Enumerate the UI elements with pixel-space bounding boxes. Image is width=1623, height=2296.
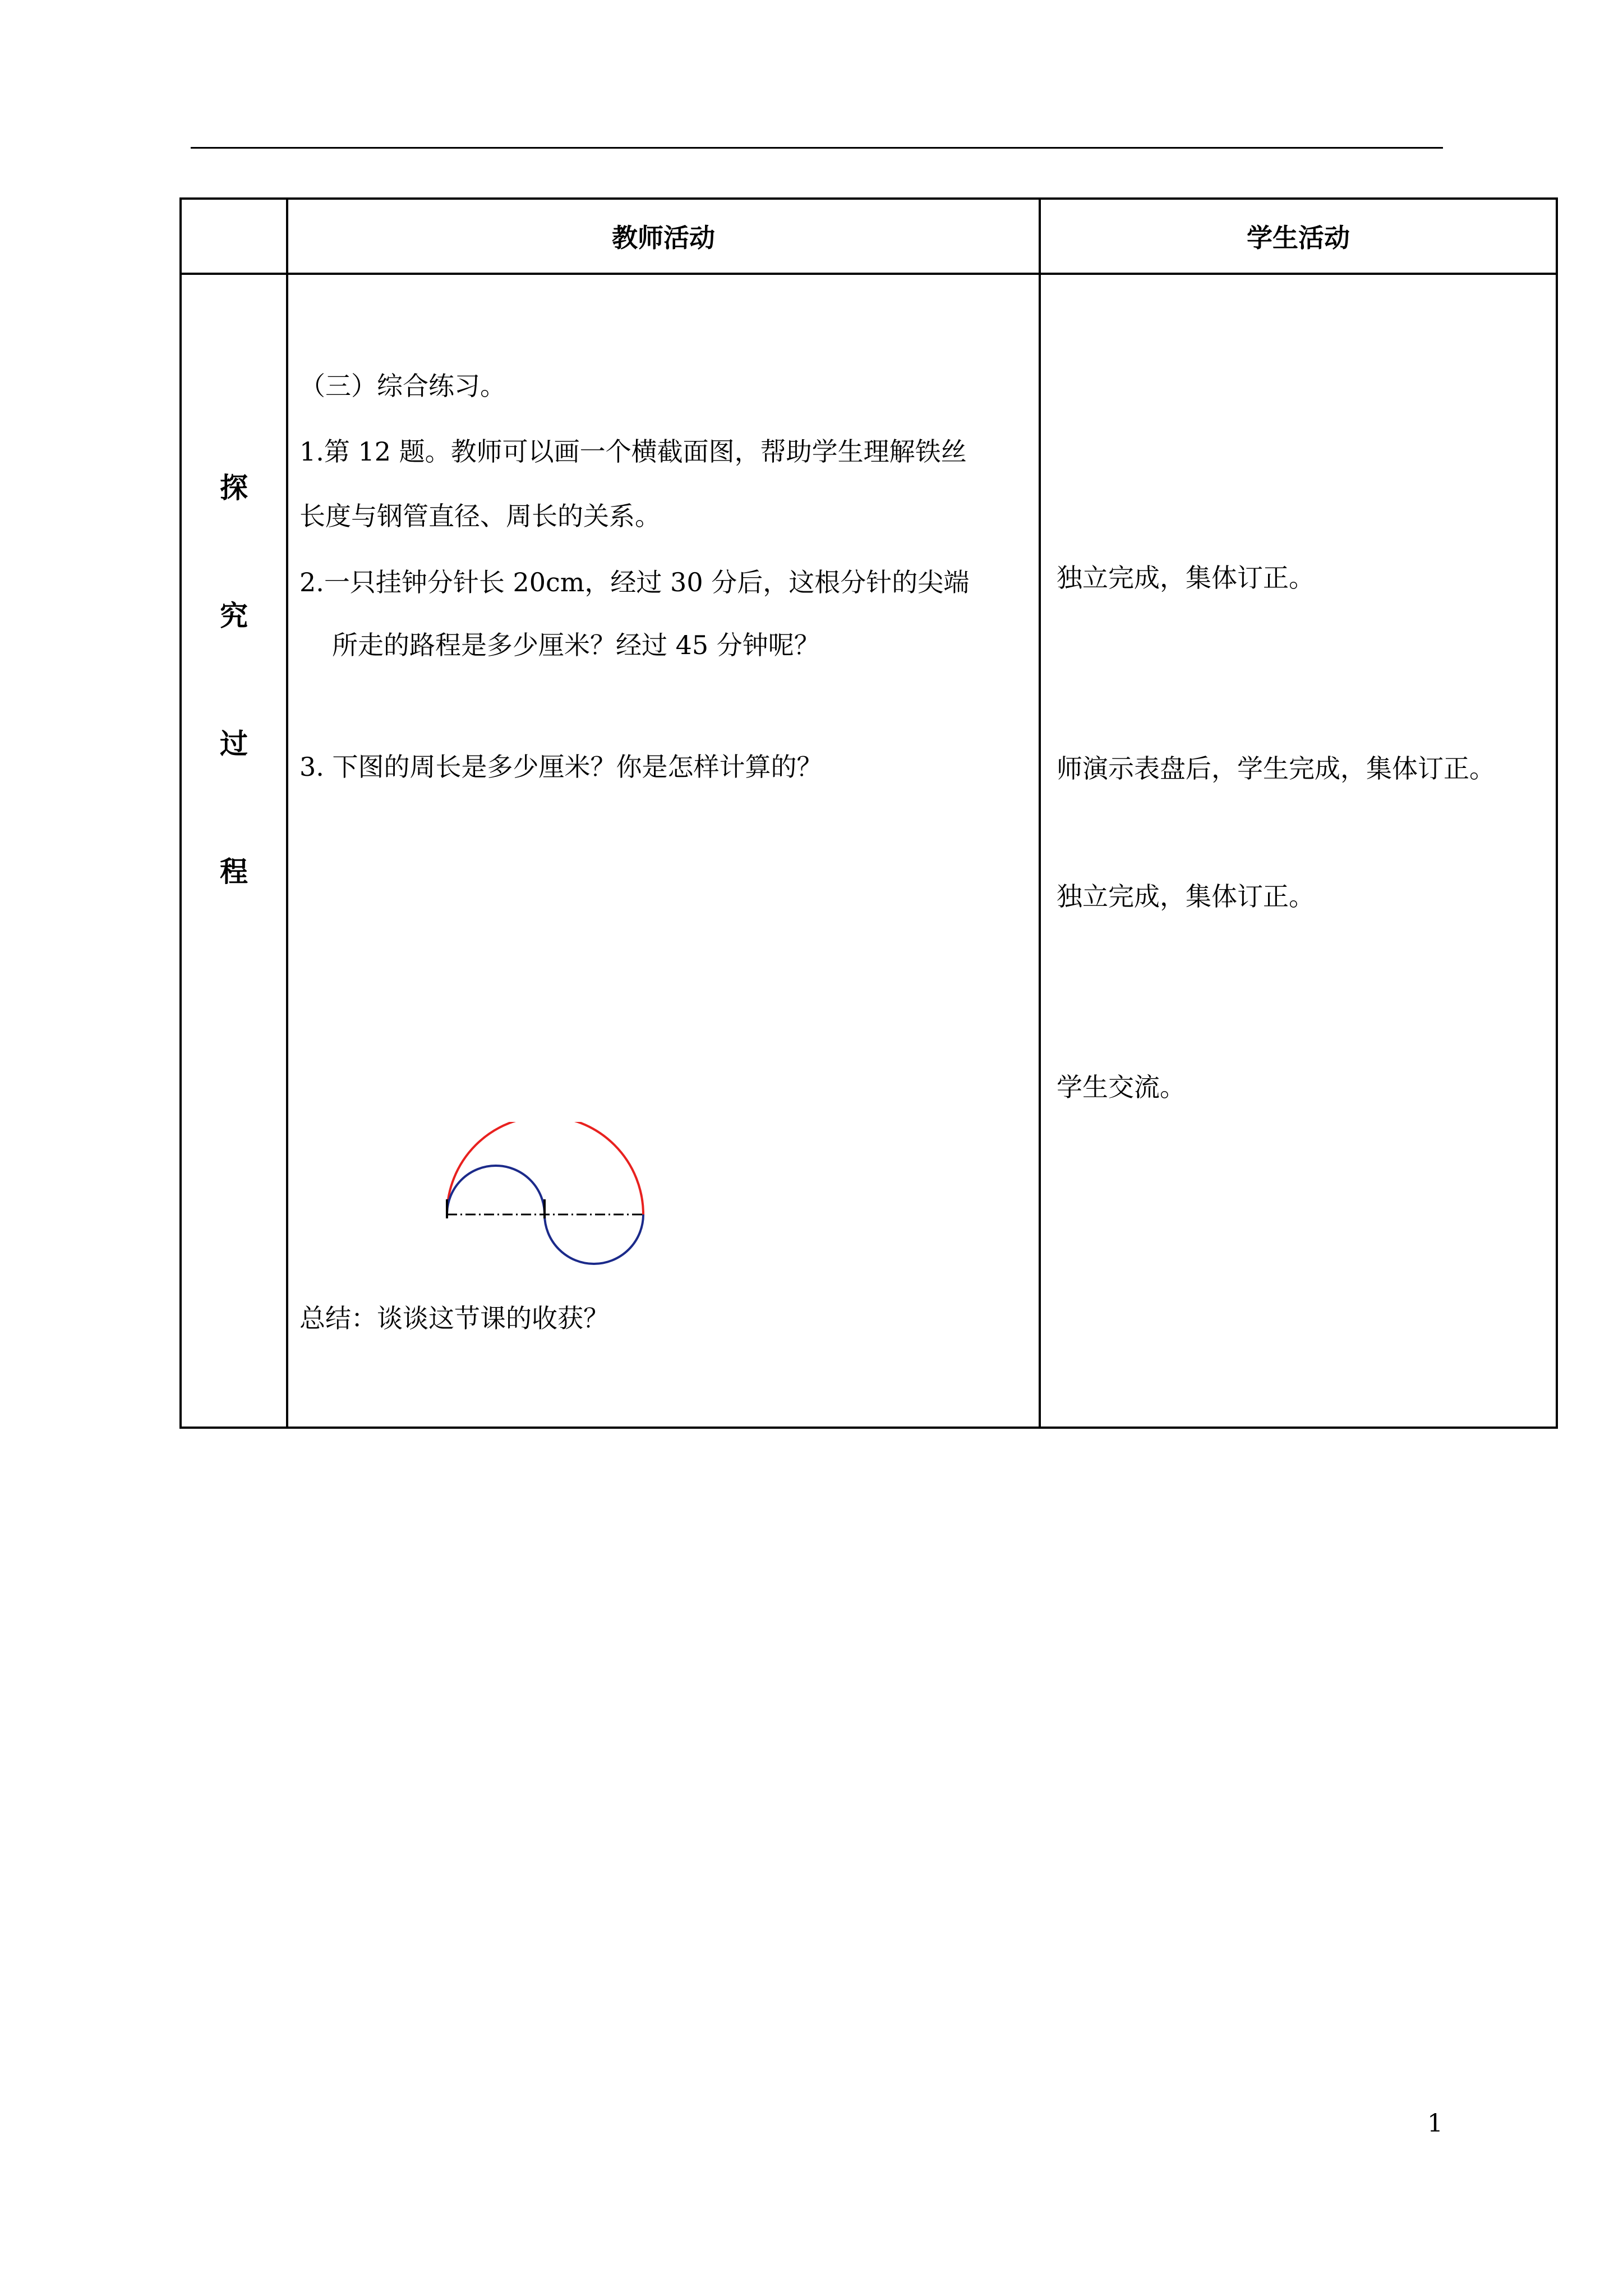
small-semicircle-top-arc [447,1166,545,1214]
question-1-line-1: 1.第 12 题。教师可以画一个横截面图，帮助学生理解铁丝 [299,436,967,467]
perimeter-figure [439,1122,652,1268]
question-1-line-2: 长度与钢管直径、周长的关系。 [299,501,661,531]
question-3: 3. 下图的周长是多少厘米？你是怎样计算的？ [299,752,823,782]
student-response-3: 独立完成，集体订正。 [1057,881,1315,912]
stage-char-3: 过 [220,728,248,760]
question-2-line-2: 所走的路程是多少厘米？经过 45 分钟呢？ [332,630,820,660]
header-blank-cell [181,199,287,274]
stage-label-cell [181,274,287,1428]
section-title: （三）综合练习。 [299,371,506,401]
student-response-1: 独立完成，集体订正。 [1057,563,1315,593]
header-rule [191,147,1443,149]
header-student-activity: 学生活动 [1040,199,1557,274]
lesson-plan-table [179,197,1558,1429]
stage-char-2: 究 [220,600,248,632]
header-teacher-activity: 教师活动 [287,199,1040,274]
student-response-4: 学生交流。 [1057,1072,1186,1102]
student-response-2: 师演示表盘后，学生完成，集体订正。 [1057,753,1495,784]
stage-char-4: 程 [220,855,248,888]
stage-char-1: 探 [220,472,248,504]
stage-label [182,275,286,891]
student-activity-cell [1040,274,1557,1428]
summary: 总结：谈谈这节课的收获？ [299,1303,609,1333]
teacher-activity-cell [287,274,1040,1428]
small-semicircle-bottom-arc [545,1214,643,1264]
table-header-row [181,199,1557,274]
page-number: 1 [1427,2109,1443,2138]
question-2-line-1: 2.一只挂钟分针长 20cm，经过 30 分后，这根分针的尖端 [299,567,970,597]
table-body-row [181,274,1557,1428]
